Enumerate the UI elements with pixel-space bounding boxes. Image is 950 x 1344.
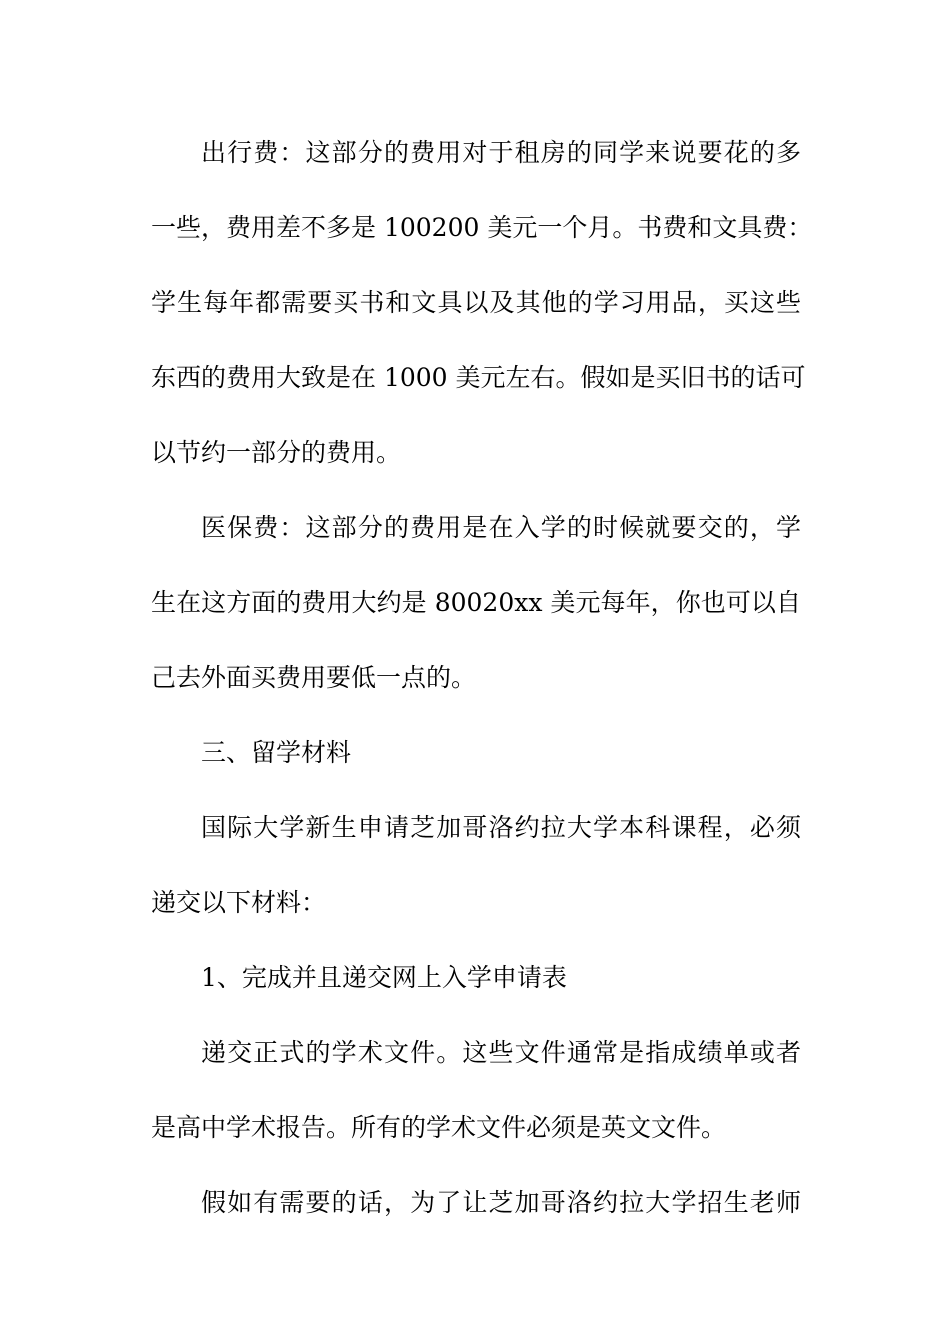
text-line: 学生每年都需要买书和文具以及其他的学习用品，买这些 [151, 288, 801, 317]
text-line: 生在这方面的费用大约是 80020xx 美元每年，你也可以自 [151, 588, 801, 617]
text-line: 递交正式的学术文件。这些文件通常是指成绩单或者 [201, 1038, 801, 1067]
text-line: 递交以下材料： [151, 888, 327, 917]
text-line: 己去外面买费用要低一点的。 [151, 663, 477, 692]
text-line: 假如有需要的话，为了让芝加哥洛约拉大学招生老师 [201, 1188, 801, 1217]
text-line: 出行费：这部分的费用对于租房的同学来说要花的多 [201, 138, 801, 167]
document-body [151, 115, 813, 1240]
text-line: 以节约一部分的费用。 [151, 438, 402, 467]
text-line: 一些，费用差不多是 100200 美元一个月。书费和文具费： [151, 213, 813, 242]
text-line: 国际大学新生申请芝加哥洛约拉大学本科课程，必须 [201, 813, 801, 842]
list-item: 1、完成并且递交网上入学申请表 [201, 963, 567, 992]
text-line: 医保费：这部分的费用是在入学的时候就要交的，学 [201, 513, 801, 542]
section-heading: 三、留学材料 [201, 738, 352, 767]
text-line: 是高中学术报告。所有的学术文件必须是英文文件。 [151, 1113, 727, 1142]
text-line: 东西的费用大致是在 1000 美元左右。假如是买旧书的话可 [151, 363, 806, 392]
